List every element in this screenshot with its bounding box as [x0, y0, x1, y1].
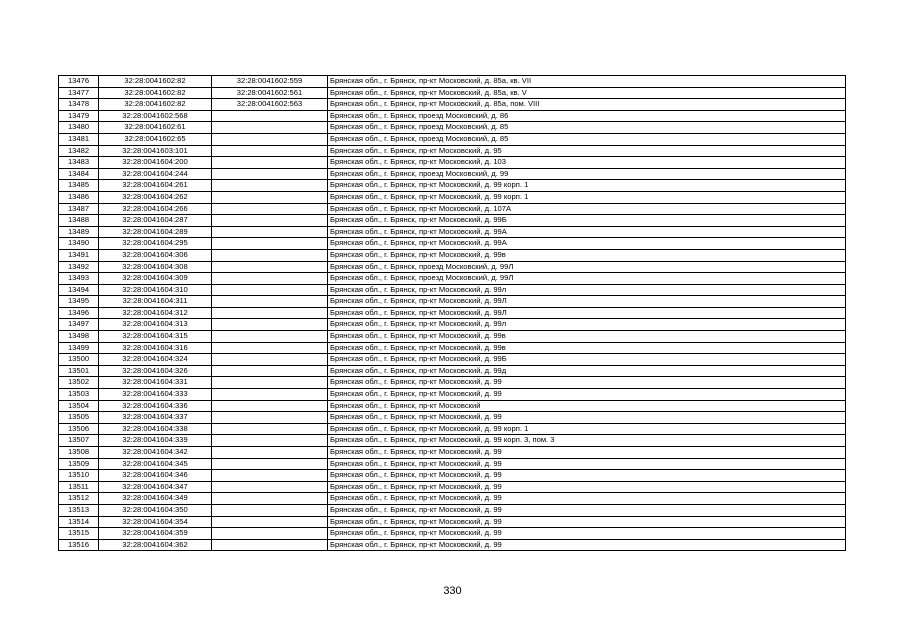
cadastral-number-cell: 32:28:0041604:346 [99, 470, 212, 482]
row-number-cell: 13508 [59, 447, 99, 459]
cadastral-number-cell: 32:28:0041604:342 [99, 447, 212, 459]
row-number-cell: 13487 [59, 203, 99, 215]
address-cell: Брянская обл., г. Брянск, пр-кт Московский, д. 99д [328, 365, 846, 377]
premises-number-cell [212, 180, 328, 192]
cadastral-number-cell: 32:28:0041604:324 [99, 354, 212, 366]
cadastral-number-cell: 32:28:0041604:339 [99, 435, 212, 447]
row-number-cell: 13500 [59, 354, 99, 366]
cadastral-number-cell: 32:28:0041604:316 [99, 342, 212, 354]
row-number-cell: 13490 [59, 238, 99, 250]
premises-number-cell [212, 342, 328, 354]
cadastral-number-cell: 32:28:0041602:568 [99, 110, 212, 122]
address-cell: Брянская обл., г. Брянск, пр-кт Московский, д. 99 [328, 504, 846, 516]
address-cell: Брянская обл., г. Брянск, пр-кт Московский, д. 99 [328, 458, 846, 470]
table-row [59, 481, 846, 493]
premises-number-cell [212, 400, 328, 412]
row-number-cell: 13501 [59, 365, 99, 377]
row-number-cell: 13509 [59, 458, 99, 470]
cadastral-number-cell: 32:28:0041604:287 [99, 215, 212, 227]
cadastral-number-cell: 32:28:0041602:82 [99, 99, 212, 111]
table-row [59, 191, 846, 203]
table-row [59, 87, 846, 99]
table-row [59, 76, 846, 88]
premises-number-cell [212, 516, 328, 528]
cadastral-number-cell: 32:28:0041604:345 [99, 458, 212, 470]
row-number-cell: 13510 [59, 470, 99, 482]
premises-number-cell [212, 504, 328, 516]
table-row [59, 249, 846, 261]
row-number-cell: 13482 [59, 145, 99, 157]
row-number-cell: 13514 [59, 516, 99, 528]
cadastral-number-cell: 32:28:0041604:308 [99, 261, 212, 273]
cadastral-number-cell: 32:28:0041604:337 [99, 412, 212, 424]
row-number-cell: 13489 [59, 226, 99, 238]
row-number-cell: 13494 [59, 284, 99, 296]
address-cell: Брянская обл., г. Брянск, пр-кт Московский, д. 99 [328, 470, 846, 482]
row-number-cell: 13480 [59, 122, 99, 134]
cadastral-number-cell: 32:28:0041604:315 [99, 331, 212, 343]
table-row [59, 203, 846, 215]
row-number-cell: 13496 [59, 307, 99, 319]
table-row [59, 122, 846, 134]
address-cell: Брянская обл., г. Брянск, пр-кт Московский, д. 99в [328, 342, 846, 354]
address-cell: Брянская обл., г. Брянск, пр-кт Московский, д. 99 [328, 412, 846, 424]
cadastral-number-cell: 32:28:0041604:306 [99, 249, 212, 261]
table-row [59, 458, 846, 470]
cadastral-number-cell: 32:28:0041604:311 [99, 296, 212, 308]
address-cell: Брянская обл., г. Брянск, пр-кт Московский, д. 99Б [328, 354, 846, 366]
row-number-cell: 13512 [59, 493, 99, 505]
cadastral-number-cell: 32:28:0041602:61 [99, 122, 212, 134]
table-row [59, 157, 846, 169]
premises-number-cell [212, 481, 328, 493]
table-row [59, 493, 846, 505]
cadastral-number-cell: 32:28:0041602:82 [99, 87, 212, 99]
cadastral-number-cell: 32:28:0041604:331 [99, 377, 212, 389]
table-row [59, 342, 846, 354]
address-cell: Брянская обл., г. Брянск, пр-кт Московский, д. 99 [328, 528, 846, 540]
row-number-cell: 13493 [59, 273, 99, 285]
cadastral-number-cell: 32:28:0041604:350 [99, 504, 212, 516]
address-cell: Брянская обл., г. Брянск, пр-кт Московский, д. 85а, пом. VIII [328, 99, 846, 111]
cadastral-number-cell: 32:28:0041604:359 [99, 528, 212, 540]
premises-number-cell: 32:28:0041602:559 [212, 76, 328, 88]
cadastral-number-cell: 32:28:0041604:326 [99, 365, 212, 377]
table-row [59, 516, 846, 528]
row-number-cell: 13504 [59, 400, 99, 412]
premises-number-cell [212, 157, 328, 169]
premises-number-cell [212, 226, 328, 238]
address-cell: Брянская обл., г. Брянск, проезд Московский, д. 85 [328, 133, 846, 145]
table-row [59, 168, 846, 180]
cadastral-number-cell: 32:28:0041604:362 [99, 539, 212, 551]
premises-number-cell [212, 238, 328, 250]
premises-number-cell [212, 261, 328, 273]
address-cell: Брянская обл., г. Брянск, проезд Московский, д. 99Л [328, 273, 846, 285]
table-row [59, 261, 846, 273]
premises-number-cell [212, 319, 328, 331]
row-number-cell: 13484 [59, 168, 99, 180]
cadastral-number-cell: 32:28:0041604:338 [99, 423, 212, 435]
row-number-cell: 13499 [59, 342, 99, 354]
premises-number-cell [212, 458, 328, 470]
table-row [59, 226, 846, 238]
registry-table-body [59, 76, 846, 551]
page-number: 330 [443, 585, 462, 597]
premises-number-cell [212, 470, 328, 482]
premises-number-cell [212, 412, 328, 424]
address-cell: Брянская обл., г. Брянск, пр-кт Московский, д. 99л [328, 319, 846, 331]
premises-number-cell: 32:28:0041602:563 [212, 99, 328, 111]
address-cell: Брянская обл., г. Брянск, пр-кт Московский, д. 99в [328, 249, 846, 261]
premises-number-cell [212, 203, 328, 215]
premises-number-cell [212, 435, 328, 447]
cadastral-number-cell: 32:28:0041604:244 [99, 168, 212, 180]
address-cell: Брянская обл., г. Брянск, пр-кт Московский, д. 99 [328, 493, 846, 505]
address-cell: Брянская обл., г. Брянск, пр-кт Московский, д. 99А [328, 226, 846, 238]
premises-number-cell [212, 354, 328, 366]
premises-number-cell [212, 191, 328, 203]
address-cell: Брянская обл., г. Брянск, пр-кт Московский, д. 99 [328, 447, 846, 459]
address-cell: Брянская обл., г. Брянск, пр-кт Московский, д. 85а, кв. V [328, 87, 846, 99]
row-number-cell: 13497 [59, 319, 99, 331]
address-cell: Брянская обл., г. Брянск, пр-кт Московский, д. 99Б [328, 215, 846, 227]
address-cell: Брянская обл., г. Брянск, проезд Московский, д. 99Л [328, 261, 846, 273]
premises-number-cell [212, 110, 328, 122]
cadastral-number-cell: 32:28:0041604:200 [99, 157, 212, 169]
row-number-cell: 13491 [59, 249, 99, 261]
address-cell: Брянская обл., г. Брянск, пр-кт Московский, д. 99 корп. 1 [328, 180, 846, 192]
table-row [59, 400, 846, 412]
premises-number-cell [212, 215, 328, 227]
premises-number-cell [212, 145, 328, 157]
row-number-cell: 13478 [59, 99, 99, 111]
table-row [59, 412, 846, 424]
row-number-cell: 13485 [59, 180, 99, 192]
cadastral-number-cell: 32:28:0041604:295 [99, 238, 212, 250]
address-cell: Брянская обл., г. Брянск, пр-кт Московский, д. 85а, кв. VII [328, 76, 846, 88]
row-number-cell: 13506 [59, 423, 99, 435]
table-row [59, 539, 846, 551]
table-row [59, 435, 846, 447]
cadastral-number-cell: 32:28:0041604:261 [99, 180, 212, 192]
table-row [59, 284, 846, 296]
premises-number-cell [212, 133, 328, 145]
premises-number-cell [212, 284, 328, 296]
table-row [59, 354, 846, 366]
row-number-cell: 13515 [59, 528, 99, 540]
premises-number-cell [212, 423, 328, 435]
premises-number-cell [212, 331, 328, 343]
row-number-cell: 13507 [59, 435, 99, 447]
cadastral-number-cell: 32:28:0041604:336 [99, 400, 212, 412]
premises-number-cell [212, 528, 328, 540]
address-cell: Брянская обл., г. Брянск, пр-кт Московский, д. 99 корп. 1 [328, 423, 846, 435]
table-row [59, 365, 846, 377]
address-cell: Брянская обл., г. Брянск, пр-кт Московский, д. 99л [328, 284, 846, 296]
premises-number-cell [212, 447, 328, 459]
cadastral-number-cell: 32:28:0041604:333 [99, 389, 212, 401]
address-cell: Брянская обл., г. Брянск, проезд Московский, д. 85 [328, 122, 846, 134]
premises-number-cell [212, 377, 328, 389]
premises-number-cell [212, 389, 328, 401]
row-number-cell: 13505 [59, 412, 99, 424]
premises-number-cell [212, 273, 328, 285]
table-row [59, 180, 846, 192]
address-cell: Брянская обл., г. Брянск, пр-кт Московский, д. 99 [328, 481, 846, 493]
row-number-cell: 13511 [59, 481, 99, 493]
cadastral-number-cell: 32:28:0041604:347 [99, 481, 212, 493]
cadastral-number-cell: 32:28:0041604:354 [99, 516, 212, 528]
row-number-cell: 13481 [59, 133, 99, 145]
cadastral-number-cell: 32:28:0041604:309 [99, 273, 212, 285]
cadastral-number-cell: 32:28:0041603:101 [99, 145, 212, 157]
row-number-cell: 13502 [59, 377, 99, 389]
premises-number-cell [212, 539, 328, 551]
table-row [59, 389, 846, 401]
cadastral-number-cell: 32:28:0041604:289 [99, 226, 212, 238]
address-cell: Брянская обл., г. Брянск, пр-кт Московский, д. 99 [328, 516, 846, 528]
cadastral-number-cell: 32:28:0041604:312 [99, 307, 212, 319]
address-cell: Брянская обл., г. Брянск, пр-кт Московский, д. 99 корп. 1 [328, 191, 846, 203]
table-row [59, 504, 846, 516]
row-number-cell: 13476 [59, 76, 99, 88]
row-number-cell: 13479 [59, 110, 99, 122]
table-row [59, 307, 846, 319]
cadastral-number-cell: 32:28:0041602:82 [99, 76, 212, 88]
address-cell: Брянская обл., г. Брянск, пр-кт Московский, д. 95 [328, 145, 846, 157]
row-number-cell: 13513 [59, 504, 99, 516]
address-cell: Брянская обл., г. Брянск, пр-кт Московский, д. 99А [328, 238, 846, 250]
cadastral-number-cell: 32:28:0041602:65 [99, 133, 212, 145]
cadastral-number-cell: 32:28:0041604:313 [99, 319, 212, 331]
registry-table [58, 75, 846, 551]
row-number-cell: 13495 [59, 296, 99, 308]
table-row [59, 133, 846, 145]
row-number-cell: 13483 [59, 157, 99, 169]
table-row [59, 423, 846, 435]
address-cell: Брянская обл., г. Брянск, пр-кт Московский, д. 99Л [328, 296, 846, 308]
premises-number-cell [212, 307, 328, 319]
address-cell: Брянская обл., г. Брянск, пр-кт Московский, д. 99 [328, 377, 846, 389]
row-number-cell: 13488 [59, 215, 99, 227]
row-number-cell: 13477 [59, 87, 99, 99]
cadastral-number-cell: 32:28:0041604:349 [99, 493, 212, 505]
row-number-cell: 13503 [59, 389, 99, 401]
premises-number-cell [212, 365, 328, 377]
table-row [59, 296, 846, 308]
address-cell: Брянская обл., г. Брянск, пр-кт Московский, д. 99в [328, 331, 846, 343]
address-cell: Брянская обл., г. Брянск, проезд Московский, д. 86 [328, 110, 846, 122]
row-number-cell: 13498 [59, 331, 99, 343]
table-row [59, 377, 846, 389]
table-row [59, 273, 846, 285]
table-row [59, 331, 846, 343]
row-number-cell: 13516 [59, 539, 99, 551]
row-number-cell: 13486 [59, 191, 99, 203]
table-row [59, 99, 846, 111]
table-row [59, 528, 846, 540]
address-cell: Брянская обл., г. Брянск, пр-кт Московский, д. 99Л [328, 307, 846, 319]
address-cell: Брянская обл., г. Брянск, пр-кт Московский, д. 107А [328, 203, 846, 215]
cadastral-number-cell: 32:28:0041604:310 [99, 284, 212, 296]
address-cell: Брянская обл., г. Брянск, пр-кт Московский, д. 103 [328, 157, 846, 169]
table-row [59, 447, 846, 459]
address-cell: Брянская обл., г. Брянск, пр-кт Московский, д. 99 [328, 539, 846, 551]
premises-number-cell [212, 168, 328, 180]
address-cell: Брянская обл., г. Брянск, пр-кт Московский, д. 99 корп. 3, пом. 3 [328, 435, 846, 447]
table-row [59, 215, 846, 227]
table-row [59, 238, 846, 250]
premises-number-cell [212, 249, 328, 261]
cadastral-number-cell: 32:28:0041604:262 [99, 191, 212, 203]
address-cell: Брянская обл., г. Брянск, пр-кт Московский [328, 400, 846, 412]
address-cell: Брянская обл., г. Брянск, проезд Московский, д. 99 [328, 168, 846, 180]
address-cell: Брянская обл., г. Брянск, пр-кт Московский, д. 99 [328, 389, 846, 401]
premises-number-cell: 32:28:0041602:561 [212, 87, 328, 99]
premises-number-cell [212, 296, 328, 308]
premises-number-cell [212, 493, 328, 505]
cadastral-number-cell: 32:28:0041604:266 [99, 203, 212, 215]
table-row [59, 145, 846, 157]
row-number-cell: 13492 [59, 261, 99, 273]
table-row [59, 319, 846, 331]
table-row [59, 470, 846, 482]
premises-number-cell [212, 122, 328, 134]
table-row [59, 110, 846, 122]
